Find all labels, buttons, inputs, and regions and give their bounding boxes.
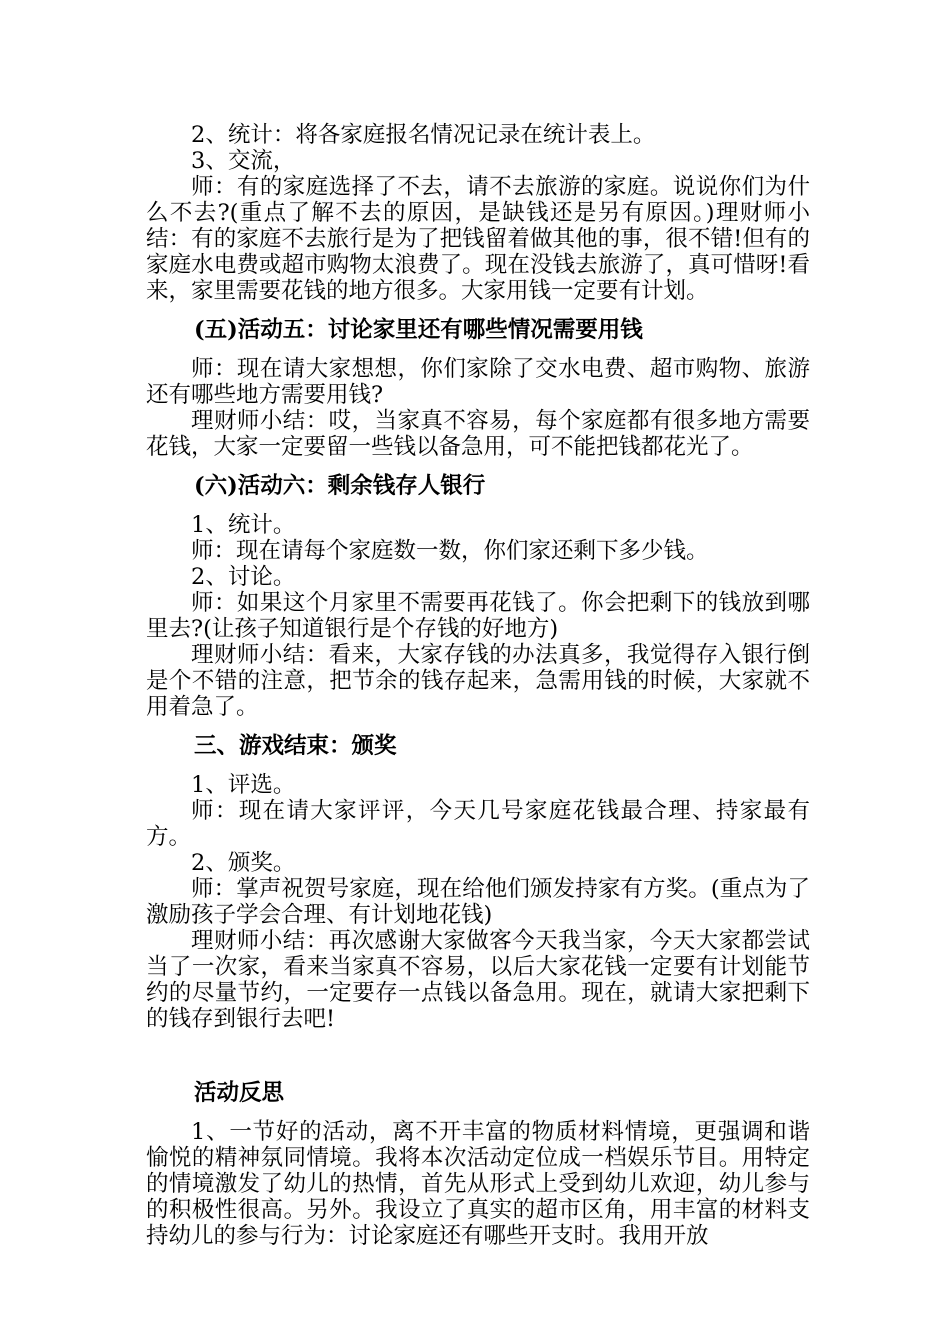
paragraph-summary-thanks: 理财师小结：再次感谢大家做客今天我当家，今天大家都尝试当了一次家，看来当家真不容易，以后大家花钱一定要有计划能节约的尽量节约，一定要存一点钱以备急用。现在，就请大家把剩下的钱存到银行去吧! bbox=[146, 928, 810, 1032]
paragraph-summary-saving: 理财师小结：看来，大家存钱的办法真多，我觉得存入银行倒是个不错的注意，把节余的钱存起来，急需用钱的时候，大家就不用着急了。 bbox=[146, 642, 810, 720]
paragraph-select-1: 1、评选。 bbox=[191, 772, 296, 798]
paragraph-reflection-1: 1、一节好的活动，离不开丰富的物质材料情境，更强调和谐愉悦的精神氛同情境。我将本次活动定位成一档娱乐节目。用特定的情境激发了幼儿的热情，首先从形式上受到幼儿欢迎，幼儿参与的积极性很高。另外。我设立了真实的超市区角，用丰富的材料支持幼儿的参与行为：讨论家庭还有哪些开支时。我用开放 bbox=[146, 1119, 810, 1249]
paragraph-award-2: 2、颁奖。 bbox=[191, 850, 296, 876]
paragraph-stat-1: 1、统计。 bbox=[191, 512, 296, 538]
paragraph-teacher-evaluate: 师：现在请大家评评，今天几号家庭花钱最合理、持家最有方。 bbox=[146, 798, 810, 850]
paragraph-summary-housekeeping: 理财师小结：哎，当家真不容易，每个家庭都有很多地方需要花钱，大家一定要留一些钱以备急用，可不能把钱都花光了。 bbox=[146, 408, 810, 460]
paragraph-teacher-travel: 师：有的家庭选择了不去，请不去旅游的家庭。说说你们为什么不去?(重点了解不去的原因，是缺钱还是另有原因。)理财师小结：有的家庭不去旅行是为了把钱留着做其他的事，很不错!但有的家庭水电费或超市购物太浪费了。现在没钱去旅游了，真可惜呀!看来，家里需要花钱的地方很多。大家用钱一定要有计划。 bbox=[146, 174, 810, 304]
paragraph-exchange-3: 3、交流， bbox=[191, 148, 296, 174]
heading-reflection: 活动反思 bbox=[194, 1080, 285, 1106]
paragraph-discuss-2: 2、讨论。 bbox=[191, 564, 296, 590]
paragraph-teacher-count: 师：现在请每个家庭数一数，你们家还剩下多少钱。 bbox=[191, 538, 709, 564]
paragraph-teacher-needs: 师：现在请大家想想，你们家除了交水电费、超市购物、旅游还有哪些地方需要用钱? bbox=[146, 356, 810, 408]
document-body bbox=[146, 122, 810, 1249]
heading-game-end: 三、游戏结束：颁奖 bbox=[194, 733, 397, 759]
heading-activity-6: (六)活动六：剩余钱存人银行 bbox=[194, 473, 486, 499]
paragraph-teacher-bank: 师：如果这个月家里不需要再花钱了。你会把剩下的钱放到哪里去?(让孩子知道银行是个存钱的好地方) bbox=[146, 590, 810, 642]
heading-activity-5: (五)活动五：讨论家里还有哪些情况需要用钱 bbox=[194, 317, 643, 343]
paragraph-stat-2: 2、统计：将各家庭报名情况记录在统计表上。 bbox=[191, 122, 656, 148]
paragraph-teacher-award: 师：掌声祝贺号家庭，现在给他们颁发持家有方奖。(重点为了激励孩子学会合理、有计划地花钱) bbox=[146, 876, 810, 928]
